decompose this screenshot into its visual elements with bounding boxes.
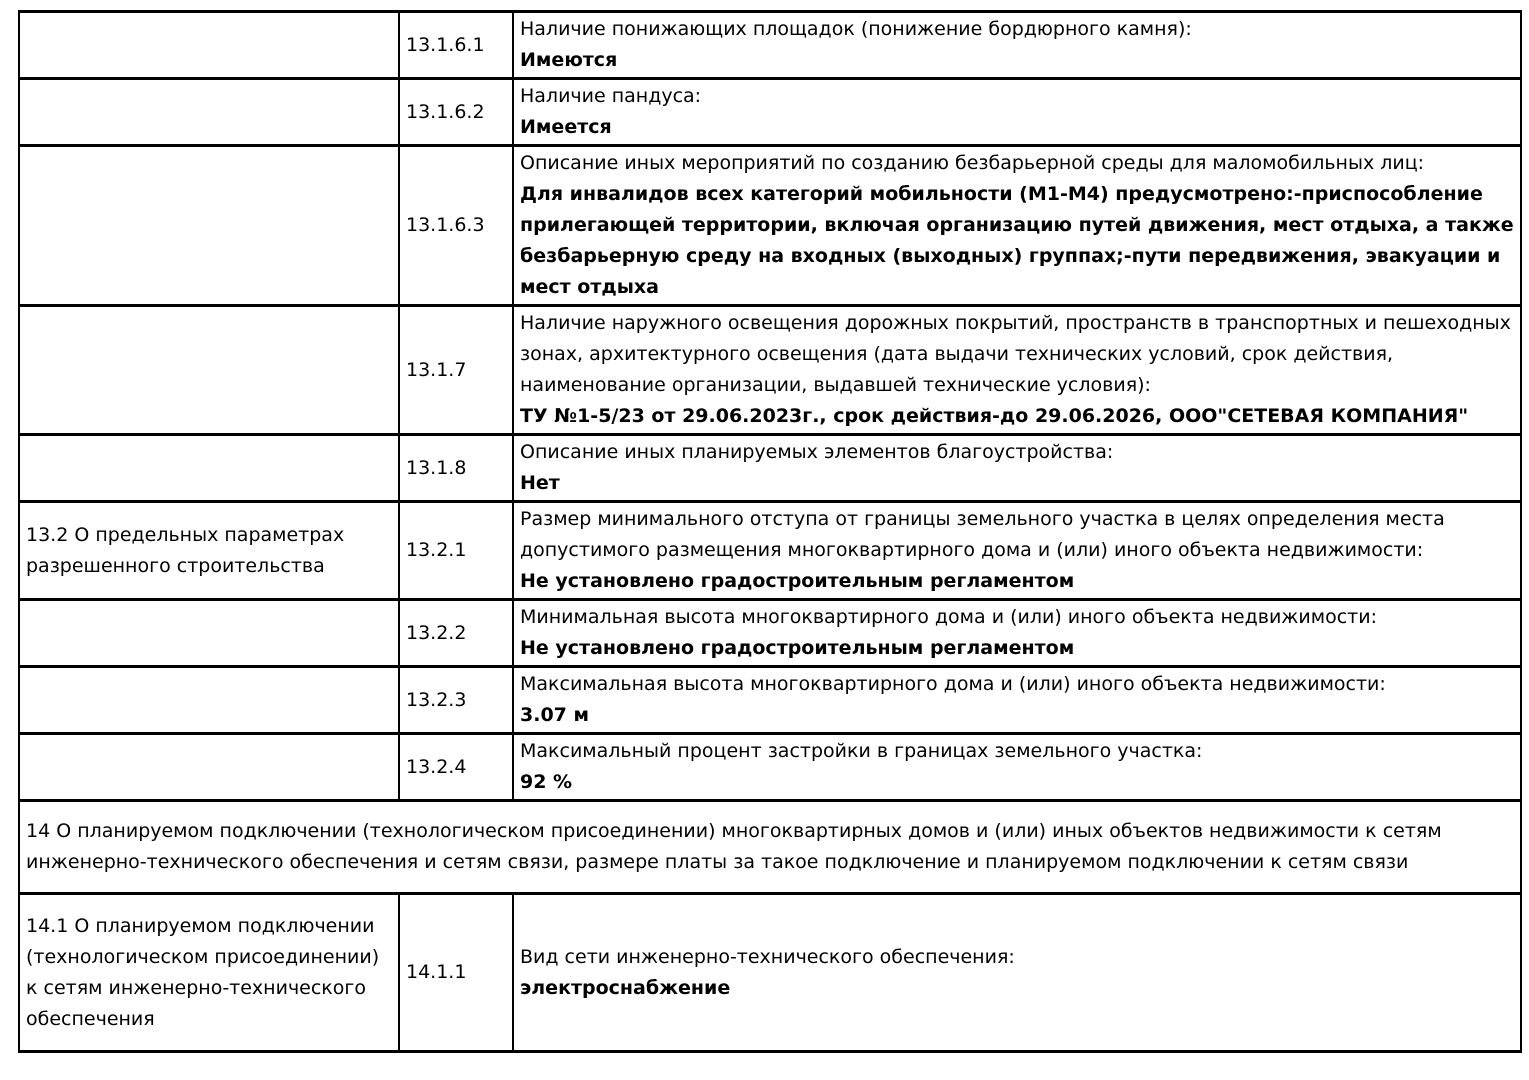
item-number-cell: 13.1.7 xyxy=(399,306,513,435)
table-row xyxy=(19,502,1521,600)
section-cell: 13.2 О предельных параметрах разрешенного строительства xyxy=(19,502,399,600)
content-cell xyxy=(513,12,1521,79)
field-value: Для инвалидов всех категорий мобильности (М1-М4) предусмотрено:-приспособление прилегающей территории, включая организацию путей движения, мест отдыха, а также безбарьерную среду на входных (выходных) группах;-пути передвижения, эвакуации и мест отдыха xyxy=(520,183,1514,298)
field-label: Наличие понижающих площадок (понижение бордюрного камня): xyxy=(520,18,1192,40)
field-value: Имеются xyxy=(520,49,618,71)
field-label: Описание иных планируемых элементов благоустройства: xyxy=(520,441,1114,463)
field-label: Минимальная высота многоквартирного дома и (или) иного объекта недвижимости: xyxy=(520,606,1377,628)
section-cell: 14.1 О планируемом подключении (технологическом присоединении) к сетям инженерно-технического обеспечения xyxy=(19,894,399,1052)
content-cell xyxy=(513,734,1521,801)
field-value: Не установлено градостроительным регламентом xyxy=(520,570,1075,592)
field-label: Максимальная высота многоквартирного дома и (или) иного объекта недвижимости: xyxy=(520,673,1386,695)
section-cell xyxy=(19,146,399,306)
section-header-row xyxy=(19,801,1521,894)
section-cell xyxy=(19,734,399,801)
table-row xyxy=(19,306,1521,435)
field-label: Вид сети инженерно-технического обеспечения: xyxy=(520,945,1015,968)
field-value: ТУ №1-5/23 от 29.06.2023г., срок действия-до 29.06.2026, ООО"СЕТЕВАЯ КОМПАНИЯ" xyxy=(520,405,1469,427)
item-number-cell: 13.2.1 xyxy=(399,502,513,600)
content-cell xyxy=(513,894,1521,1052)
section-cell xyxy=(19,306,399,435)
item-number-cell: 13.2.3 xyxy=(399,667,513,734)
item-number-cell: 13.1.6.1 xyxy=(399,12,513,79)
item-number-cell: 13.1.6.3 xyxy=(399,146,513,306)
table-row xyxy=(19,894,1521,1052)
table-row xyxy=(19,146,1521,306)
field-label: Максимальный процент застройки в границах земельного участка: xyxy=(520,740,1203,762)
item-number-cell: 14.1.1 xyxy=(399,894,513,1052)
field-label: Наличие пандуса: xyxy=(520,85,702,107)
section-cell xyxy=(19,600,399,667)
table-row xyxy=(19,79,1521,146)
content-cell xyxy=(513,435,1521,502)
table-row xyxy=(19,667,1521,734)
section-cell xyxy=(19,435,399,502)
content-cell xyxy=(513,79,1521,146)
section-cell xyxy=(19,79,399,146)
table-row xyxy=(19,435,1521,502)
content-cell xyxy=(513,146,1521,306)
declaration-table xyxy=(18,10,1522,1053)
field-value: Не установлено градостроительным регламентом xyxy=(520,637,1075,659)
table-row xyxy=(19,734,1521,801)
field-label: Наличие наружного освещения дорожных покрытий, пространств в транспортных и пешеходных зонах, архитектурного освещения (дата выдачи технических условий, срок действия, наименование организации, выдавшей технические условия): xyxy=(520,312,1511,396)
field-value: Имеется xyxy=(520,116,612,138)
content-cell xyxy=(513,306,1521,435)
content-cell xyxy=(513,600,1521,667)
field-value: электроснабжение xyxy=(520,976,731,999)
field-label: Размер минимального отступа от границы земельного участка в целях определения места допустимого размещения многоквартирного дома и (или) иного объекта недвижимости: xyxy=(520,508,1445,561)
section-cell xyxy=(19,12,399,79)
field-value: 3.07 м xyxy=(520,704,590,726)
table-row xyxy=(19,12,1521,79)
content-cell xyxy=(513,502,1521,600)
item-number-cell: 13.2.4 xyxy=(399,734,513,801)
item-number-cell: 13.2.2 xyxy=(399,600,513,667)
section-header-cell: 14 О планируемом подключении (технологическом присоединении) многоквартирных домов и (или) иных объектов недвижимости к сетям инженерно-технического обеспечения и сетям связи, размере платы за такое подключение и планируемом подключении к сетям связи xyxy=(19,801,1521,894)
table-row xyxy=(19,600,1521,667)
item-number-cell: 13.1.8 xyxy=(399,435,513,502)
field-label: Описание иных мероприятий по созданию безбарьерной среды для маломобильных лиц: xyxy=(520,152,1425,174)
content-cell xyxy=(513,667,1521,734)
item-number-cell: 13.1.6.2 xyxy=(399,79,513,146)
field-value: Нет xyxy=(520,472,560,494)
field-value: 92 % xyxy=(520,771,573,793)
section-cell xyxy=(19,667,399,734)
